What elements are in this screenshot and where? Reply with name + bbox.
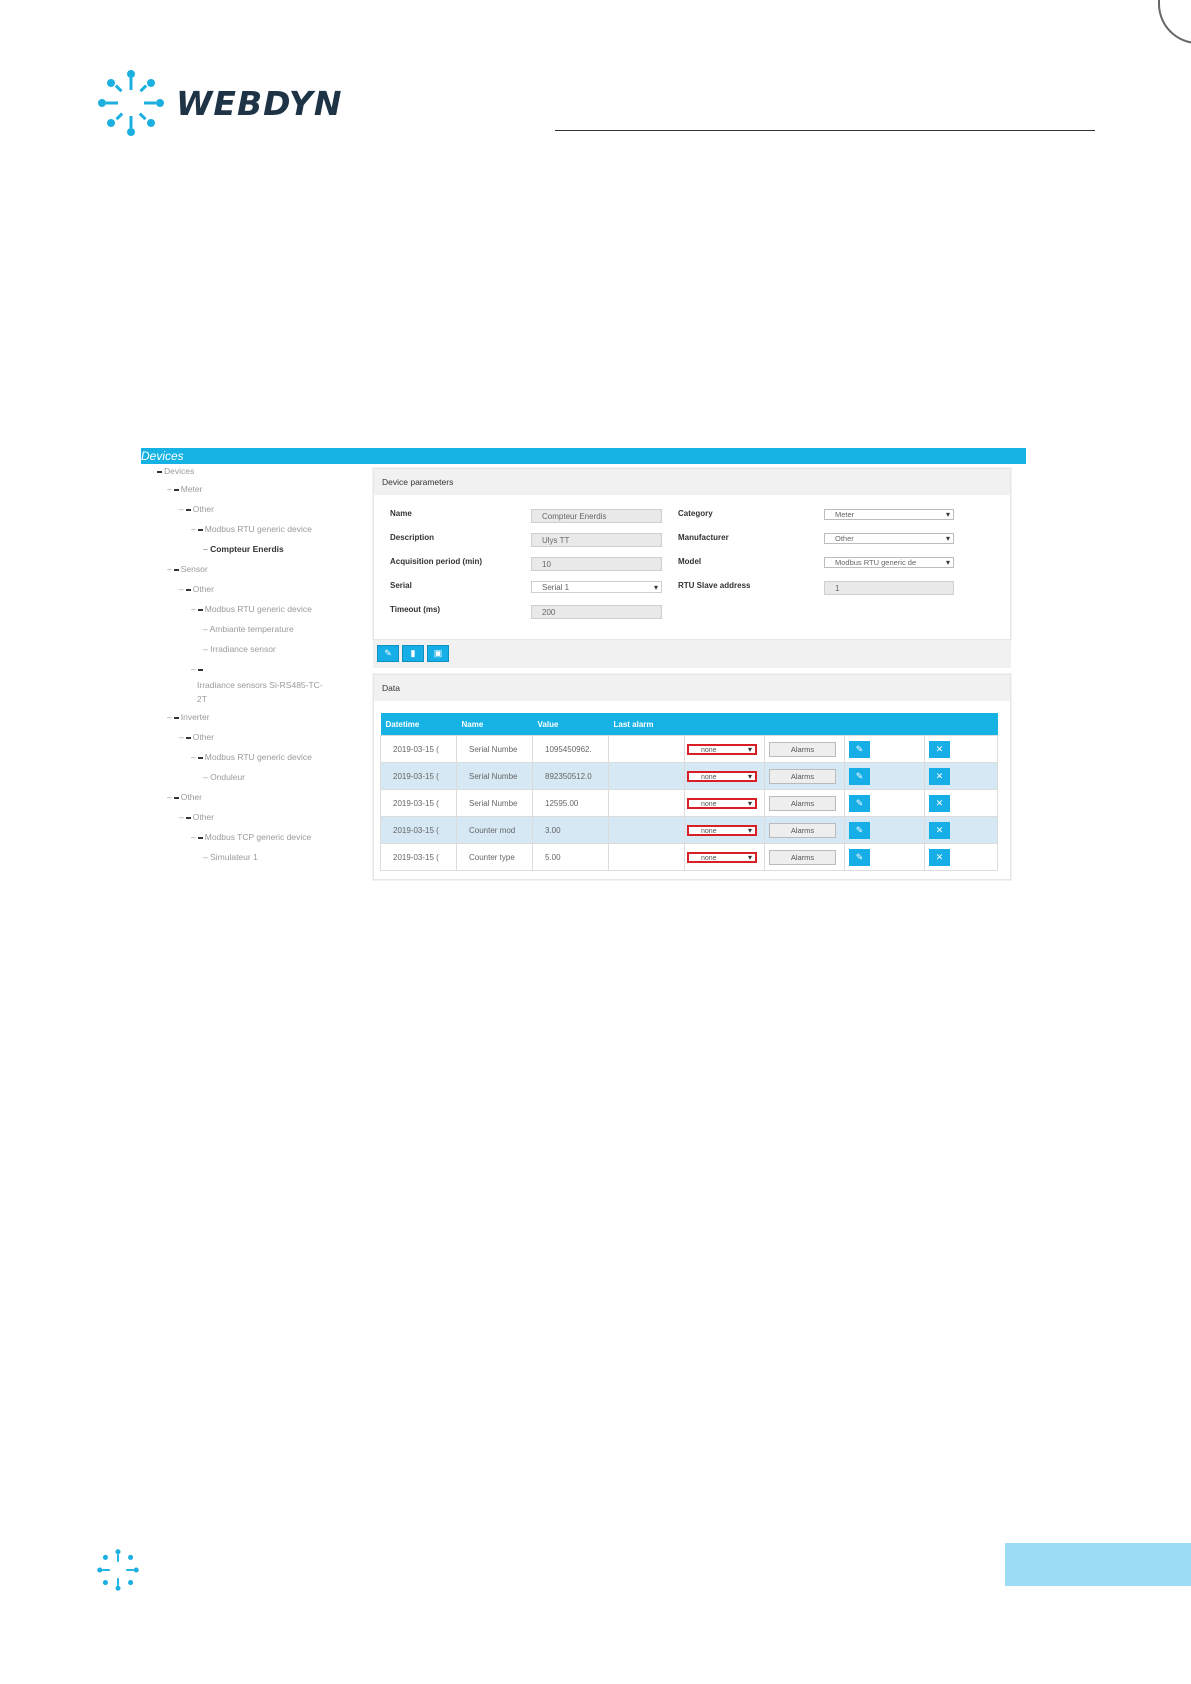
copy-icon: ▣ [433,648,443,658]
webdyn-footer-icon [96,1548,140,1592]
collapse-icon[interactable] [198,837,203,839]
cell-value: 1095450962. [533,736,609,763]
tree-node-label: Other [192,812,214,822]
row-delete-button[interactable]: ✕ [929,741,950,758]
cell-last-alarm [609,790,685,817]
tree-node-label: Devices [164,466,195,476]
cell-alarms [765,817,845,844]
tree-connector: – [179,504,184,514]
cell-edit [845,790,925,817]
cell-alarms [765,844,845,871]
cell-alarm-type [685,763,765,790]
tree-node-label: Meter [180,484,203,494]
collapse-icon[interactable] [174,717,179,719]
column-header-edit [845,713,925,736]
cell-alarm-type [685,790,765,817]
collapse-icon[interactable] [174,569,179,571]
collapse-icon[interactable] [174,489,179,491]
column-header-value: Value [533,713,609,736]
cell-name: Serial Numbe [457,736,533,763]
alarms-button[interactable]: Alarms [769,850,836,865]
timeout-field[interactable]: 200 [531,605,662,619]
tree-node[interactable] [197,680,323,691]
tree-node-label: Modbus RTU generic device [204,604,312,614]
tree-node[interactable] [167,484,202,495]
collapse-icon[interactable] [198,529,203,531]
tree-connector: – [167,564,172,574]
tree-connector: – [167,792,172,802]
header-rule [555,130,1095,131]
tree-connector: – [191,752,196,762]
cell-edit [845,817,925,844]
panel-title: Data [382,683,400,693]
tree-node-label: Modbus RTU generic device [204,752,312,762]
cell-alarm-type [685,736,765,763]
footer-logo [96,1548,140,1597]
alarms-button[interactable]: Alarms [769,769,836,784]
tree-connector: – [179,584,184,594]
column-header-delete [925,713,998,736]
serial-label: Serial [390,581,412,590]
row-edit-button[interactable]: ✎ [849,822,870,839]
devices-app-screenshot [141,448,1026,880]
tree-node[interactable] [167,792,202,803]
row-delete-button[interactable]: ✕ [929,795,950,812]
serial-select[interactable]: Serial 1 ▾ [531,581,662,593]
acquisition-period-label: Acquisition period (min) [390,557,482,566]
cell-alarms [765,736,845,763]
parameters-action-bar [373,640,1011,668]
panel-header [374,469,1010,495]
category-label: Category [678,509,713,518]
cell-last-alarm [609,763,685,790]
tree-node[interactable] [203,644,276,655]
tree-node[interactable] [179,584,214,595]
tree-node[interactable] [179,504,214,515]
row-delete-button[interactable]: ✕ [929,849,950,866]
column-header-alarms [765,713,845,736]
table-row [381,790,998,817]
cell-edit [845,763,925,790]
tree-node-label: Irradiance sensors Si-RS485-TC- [197,680,323,690]
tree-node-label: Other [192,732,214,742]
column-header-name: Name [457,713,533,736]
cell-delete [925,763,998,790]
collapse-icon[interactable] [186,737,191,739]
acquisition-period-field[interactable]: 10 [531,557,662,571]
tree-node[interactable] [179,732,214,743]
tree-connector: – [179,812,184,822]
tree-connector: – [203,624,210,634]
tree-node[interactable] [197,694,207,705]
manufacturer-label: Manufacturer [678,533,729,542]
webdyn-logo [96,68,342,138]
tree-node-label: Ambiante temperature [209,624,294,634]
model-select[interactable]: Modbus RTU generic de ▾ [824,557,954,568]
tree-connector: – [167,712,172,722]
tree-node-label: Irradiance sensor [210,644,276,654]
alarms-button[interactable]: Alarms [769,796,836,811]
category-select[interactable]: Meter ▾ [824,509,954,520]
cell-last-alarm [609,736,685,763]
alarm-type-select[interactable]: none ▾ [687,852,757,863]
collapse-icon[interactable] [157,471,162,473]
name-label: Name [390,509,412,518]
collapse-icon[interactable] [174,797,179,799]
tree-connector: – [179,732,184,742]
tree-node-label: Compteur Enerdis [210,544,284,554]
table-row [381,763,998,790]
delete-button[interactable] [402,645,424,662]
pencil-icon: ✎ [384,648,392,658]
tree-connector: – [203,852,211,862]
cell-alarm-type [685,817,765,844]
cell-name: Serial Numbe [457,763,533,790]
cell-datetime: 2019-03-15 ( [381,817,457,844]
device-parameters-panel [373,468,1011,640]
table-header-row [381,713,998,736]
tree-connector: – [191,604,196,614]
row-delete-button[interactable]: ✕ [929,822,950,839]
column-header-datetime: Datetime [381,713,457,736]
tree-node-label: Inverter [180,712,210,722]
tree-node[interactable] [167,564,208,575]
cell-delete [925,790,998,817]
description-label: Description [390,533,435,542]
table-row [381,844,998,871]
collapse-icon[interactable] [198,757,203,759]
tree-node-label: 2T [197,694,207,704]
rtu-slave-address-field[interactable]: 1 [824,581,954,595]
row-edit-button[interactable]: ✎ [849,741,870,758]
row-edit-button[interactable]: ✎ [849,849,870,866]
alarm-type-select[interactable]: none ▾ [687,744,757,755]
column-header-last-alarm: Last alarm [609,713,685,736]
tree-node[interactable] [179,812,214,823]
tree-node[interactable] [191,664,205,675]
tree-connector: – [203,772,211,782]
tree-node[interactable] [167,712,210,723]
tree-node-label: Other [192,504,214,514]
alarms-button[interactable]: Alarms [769,823,836,838]
alarm-type-select[interactable]: none ▾ [687,825,757,836]
row-delete-button[interactable]: ✕ [929,768,950,785]
model-label: Model [678,557,702,566]
cell-datetime: 2019-03-15 ( [381,790,457,817]
manufacturer-select[interactable]: Other ▾ [824,533,954,544]
rtu-slave-address-label: RTU Slave address [678,581,751,590]
tree-node-label: Modbus TCP generic device [204,832,312,842]
tree-node[interactable] [203,772,245,783]
tree-node[interactable] [203,544,284,555]
tree-connector: – [191,664,196,674]
cell-delete [925,817,998,844]
footer-page-tab [1005,1543,1191,1586]
name-field[interactable]: Compteur Enerdis [531,509,662,523]
tree-node[interactable] [203,852,258,863]
cell-edit [845,844,925,871]
page-corner-decoration [1158,0,1191,44]
tree-connector: – [191,832,196,842]
data-table [380,713,998,871]
column-header-alarm-type [685,713,765,736]
collapse-icon[interactable] [186,509,191,511]
cell-value: 3.00 [533,817,609,844]
tree-node-label: Modbus RTU generic device [204,524,312,534]
tree-connector: – [203,544,211,554]
cell-alarm-type [685,844,765,871]
tree-node-label: Sensor [180,564,208,574]
cell-delete [925,844,998,871]
cell-name: Counter mod [457,817,533,844]
duplicate-button[interactable] [427,645,449,662]
row-edit-button[interactable]: ✎ [849,768,870,785]
cell-datetime: 2019-03-15 ( [381,763,457,790]
cell-value: 5.00 [533,844,609,871]
alarms-button[interactable]: Alarms [769,742,836,757]
app-title-bar [141,448,1026,464]
tree-node-label: Other [192,584,214,594]
panel-title: Device parameters [382,477,454,487]
cell-datetime: 2019-03-15 ( [381,844,457,871]
tree-node[interactable] [203,624,294,635]
cell-alarms [765,790,845,817]
tree-connector: – [167,484,172,494]
tree-node[interactable] [191,524,312,535]
trash-icon: ▮ [410,648,416,658]
collapse-icon[interactable] [186,817,191,819]
cell-edit [845,736,925,763]
edit-button[interactable] [377,645,399,662]
tree-node[interactable] [155,466,194,477]
tree-node-label: Other [180,792,202,802]
collapse-icon[interactable] [186,589,191,591]
cell-value: 12595.00 [533,790,609,817]
cell-alarms [765,763,845,790]
tree-node-label: Onduleur [210,772,246,782]
collapse-icon[interactable] [198,669,203,671]
row-edit-button[interactable]: ✎ [849,795,870,812]
brand-name: WEBDYN [176,83,343,123]
cell-name: Counter type [457,844,533,871]
tree-node-label: Simulateur 1 [210,852,258,862]
data-panel [373,674,1011,880]
panel-header [374,675,1010,701]
app-title: Devices [141,449,184,463]
collapse-icon[interactable] [198,609,203,611]
cell-last-alarm [609,844,685,871]
cell-last-alarm [609,817,685,844]
table-row [381,817,998,844]
cell-value: 892350512.0 [533,763,609,790]
tree-connector: – [203,644,211,654]
cell-delete [925,736,998,763]
tree-node[interactable] [191,604,312,615]
table-row [381,736,998,763]
timeout-label: Timeout (ms) [390,605,441,614]
alarm-type-select[interactable]: none ▾ [687,798,757,809]
description-field[interactable]: Ulys TT [531,533,662,547]
webdyn-logo-icon [96,68,166,138]
tree-node[interactable] [191,832,311,843]
cell-datetime: 2019-03-15 ( [381,736,457,763]
tree-node[interactable] [191,752,312,763]
alarm-type-select[interactable]: none ▾ [687,771,757,782]
cell-name: Serial Numbe [457,790,533,817]
tree-connector: – [191,524,196,534]
